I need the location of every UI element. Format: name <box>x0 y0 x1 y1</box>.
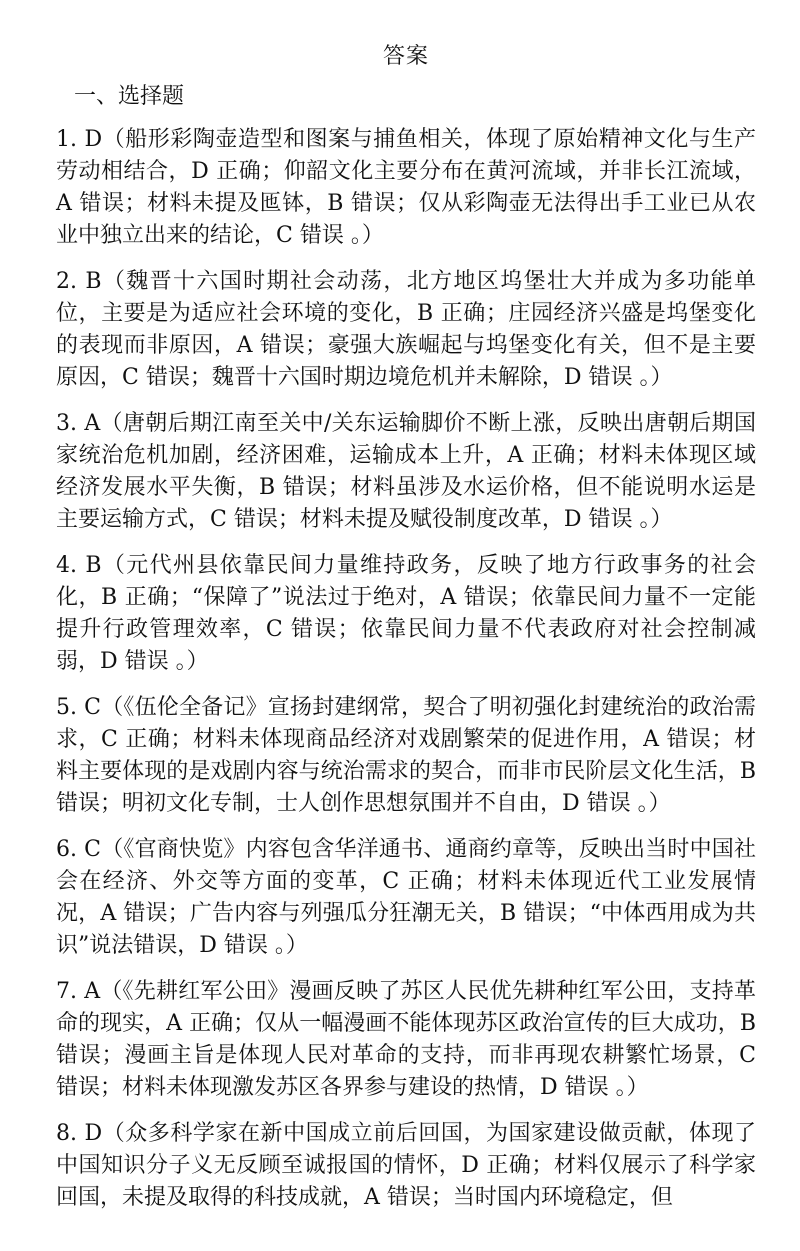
answer-item-5: 5. C（《伍伦全备记》宣扬封建纲常，契合了明初强化封建统治的政治需求，C 正确；材料未体现商品经济对戏剧繁荣的促进作用，A 错误；材料主要体现的是戏剧内容与统治需求的契合，而非市民阶层文化生活，B 错误；明初文化专制，士人创作思想氛围并不自由，D 错误 。） <box>56 695 756 816</box>
answer-item-3: 3. A（唐朝后期江南至关中/关东运输脚价不断上涨，反映出唐朝后期国家统治危机加剧，经济困难，运输成本上升，A 正确；材料未体现区域经济发展水平失衡，B 错误；材料虽涉及水运价格，但不能说明水运是主要运输方式，C 错误；材料未提及赋役制度改革，D 错误 。） <box>56 411 756 532</box>
section-heading: 一、选择题 <box>74 84 185 109</box>
answer-item-2: 2. B（魏晋十六国时期社会动荡，北方地区坞堡壮大并成为多功能单位，主要是为适应社会环境的变化，B 正确；庄园经济兴盛是坞堡变化的表现而非原因，A 错误；豪强大族崛起与坞堡变化有关，但不是主要原因，C 错误；魏晋十六国时期边境危机并未解除，D 错误 。） <box>56 269 756 390</box>
answer-item-1: 1. D（船形彩陶壶造型和图案与捕鱼相关，体现了原始精神文化与生产劳动相结合，D 正确；仰韶文化主要分布在黄河流域，并非长江流域，A 错误；材料未提及匜钵，B 错误；仅从彩陶壶无法得出手工业已从农业中独立出来的结论，C 错误 。） <box>56 127 756 248</box>
answer-item-7: 7. A（《先耕红军公田》漫画反映了苏区人民优先耕种红军公田，支持革命的现实，A 正确；仅从一幅漫画不能体现苏区政治宣传的巨大成功，B 错误；漫画主旨是体现人民对革命的支持，而非再现农耕繁忙场景，C 错误；材料未体现激发苏区各界参与建设的热情，D 错误 。） <box>56 979 756 1100</box>
answer-item-8: 8. D（众多科学家在新中国成立前后回国，为国家建设做贡献，体现了中国知识分子义无反顾至诚报国的情怀，D 正确；材料仅展示了科学家回国，未提及取得的科技成就，A 错误；当时国内环境稳定，但 <box>56 1121 756 1210</box>
answer-item-6: 6. C（《官商快览》内容包含华洋通书、通商约章等，反映出当时中国社会在经济、外交等方面的变革，C 正确；材料未体现近代工业发展情况，A 错误；广告内容与列强瓜分狂潮无关，B 错误；“中体西用成为共识”说法错误，D 错误 。） <box>56 837 756 958</box>
page-title: 答案 <box>382 44 429 69</box>
answer-item-4: 4. B（元代州县依靠民间力量维持政务，反映了地方行政事务的社会化，B 正确；“保障了”说法过于绝对，A 错误；依靠民间力量不一定能提升行政管理效率，C 错误；依靠民间力量不代表政府对社会控制减弱，D 错误 。） <box>56 553 756 674</box>
